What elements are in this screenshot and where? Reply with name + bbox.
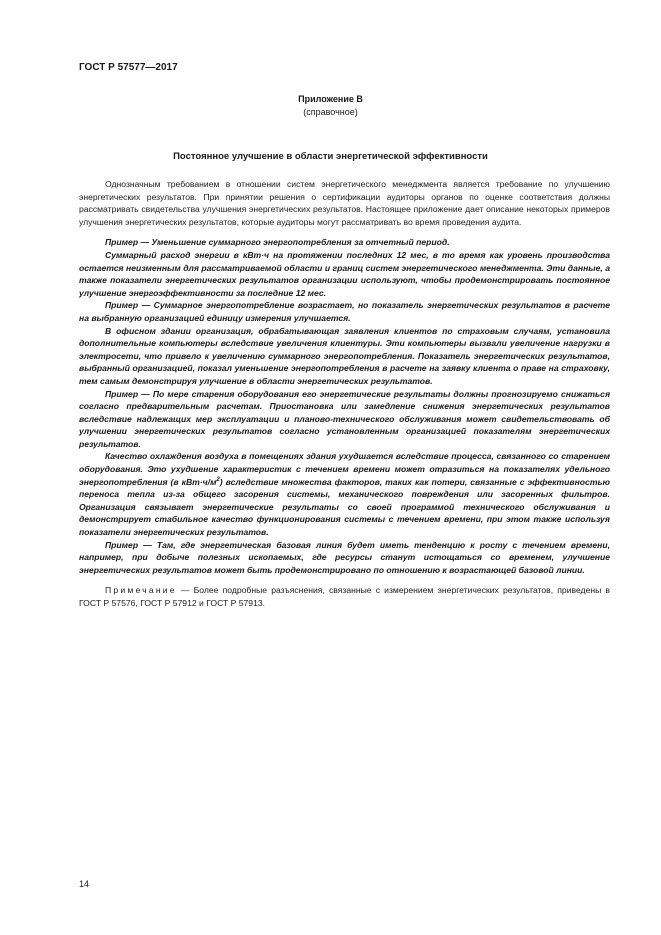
- note-text: — Более подробные разъяснения, связанные с измерением энергетических результатов, приведены в ГОСТ Р 57576, ГОСТ Р 57912 и ГОСТ Р 57913.: [79, 585, 610, 608]
- superscript-2: 2: [216, 476, 220, 483]
- example-3-body-a: Качество охлаждения воздуха в помещениях здания ухудшается вследствие процесса, связанного со старением оборудования. Это ухудшение характеристик с течением времени может отразиться на показателях удельного энергопотребления (в кВт·ч/м: [79, 451, 610, 487]
- example-2-title: Пример — Суммарное энергопотребление возрастает, но показатель энергетических результатов в расчете на выбранную организацией единицу измерения улучшается.: [79, 300, 610, 323]
- note-paragraph: [79, 584, 610, 609]
- example-1-title: Пример — Уменьшение суммарного энергопотребления за отчетный период.: [105, 237, 450, 248]
- example-3-body-b: ) вследствие множества факторов, таких как потери, связанные с эффективностью переноса тепла из-за общего засорения системы, механического повреждения или засоренных фильтров. Организация связывает энергетические результаты со своей программой технического обслуживания и демонстрирует стабильное качество функционирования системы с течением времени, при этом также используя показатели энергетических результатов.: [79, 476, 610, 538]
- page-number: 14: [79, 879, 90, 889]
- note-label: Примечание: [105, 585, 177, 596]
- example-4: Пример — Там, где энергетическая базовая линия будет иметь тенденцию к росту с течением времени, например, при добыче полезных ископаемых, где ресурсы станут истощаться со временем, улучшение энергетических результатов может быть продемонстрировано по отношению к возрастающей базовой линии.: [79, 539, 610, 575]
- example-3-body: [79, 450, 610, 538]
- section-title: Постоянное улучшение в области энергетической эффективности: [173, 151, 488, 162]
- annex-heading: [0, 93, 661, 118]
- example-2-body: В офисном здании организация, обрабатывающая заявления клиентов по страховым случаям, установила дополнительные компьютеры вследствие увеличения клиентуры. Эти компьютеры вызвали увеличение нагрузки в электросети, что привело к увеличению суммарного энергопотребления. Показатель энергетических результатов, выбранный организацией, показал уменьшение энергопотребления в расчете на заявку клиента о праве на страховку, тем самым демонстрируя улучшение в области энергетических результатов.: [79, 325, 610, 386]
- example-3-title: Пример — По мере старения оборудования его энергетические результаты должны прогнозируемо снижаться согласно предварительным расчетам. Приостановка или замедление снижения энергетических результатов вследствие надлежащих мер эксплуатации и планово-технического обслуживания может свидетельствовать об улучшении энергетических результатов согласно установленным организацией показателям энергетических результатов.: [79, 388, 610, 449]
- annex-title: Приложение В: [298, 94, 363, 104]
- annex-subtitle: (справочное): [303, 106, 358, 117]
- intro-paragraph: Однозначным требованием в отношении систем энергетического менеджмента является требование по улучшению энергетических результатов. При принятии решения о сертификации аудиторы органов по оценке соответствия должны рассматривать свидетельства улучшения энергетических результатов. Настоящее приложение дает описание некоторых примеров улучшения энергетических результатов, которые аудиторы могут рассматривать во время проведения аудита.: [79, 179, 610, 227]
- document-body: [79, 178, 610, 610]
- example-1-body: Суммарный расход энергии в кВт·ч на протяжении последних 12 мес, в то время как уровень производства остается неизменным для рассматриваемой области и границ систем энергетического менеджмента. Эти данные, а также показатели энергетических результатов организации используют, чтобы продемонстрировать постоянное улучшение энергоэффективности за последние 12 мес.: [79, 249, 610, 298]
- document-header: ГОСТ Р 57577—2017: [79, 62, 178, 73]
